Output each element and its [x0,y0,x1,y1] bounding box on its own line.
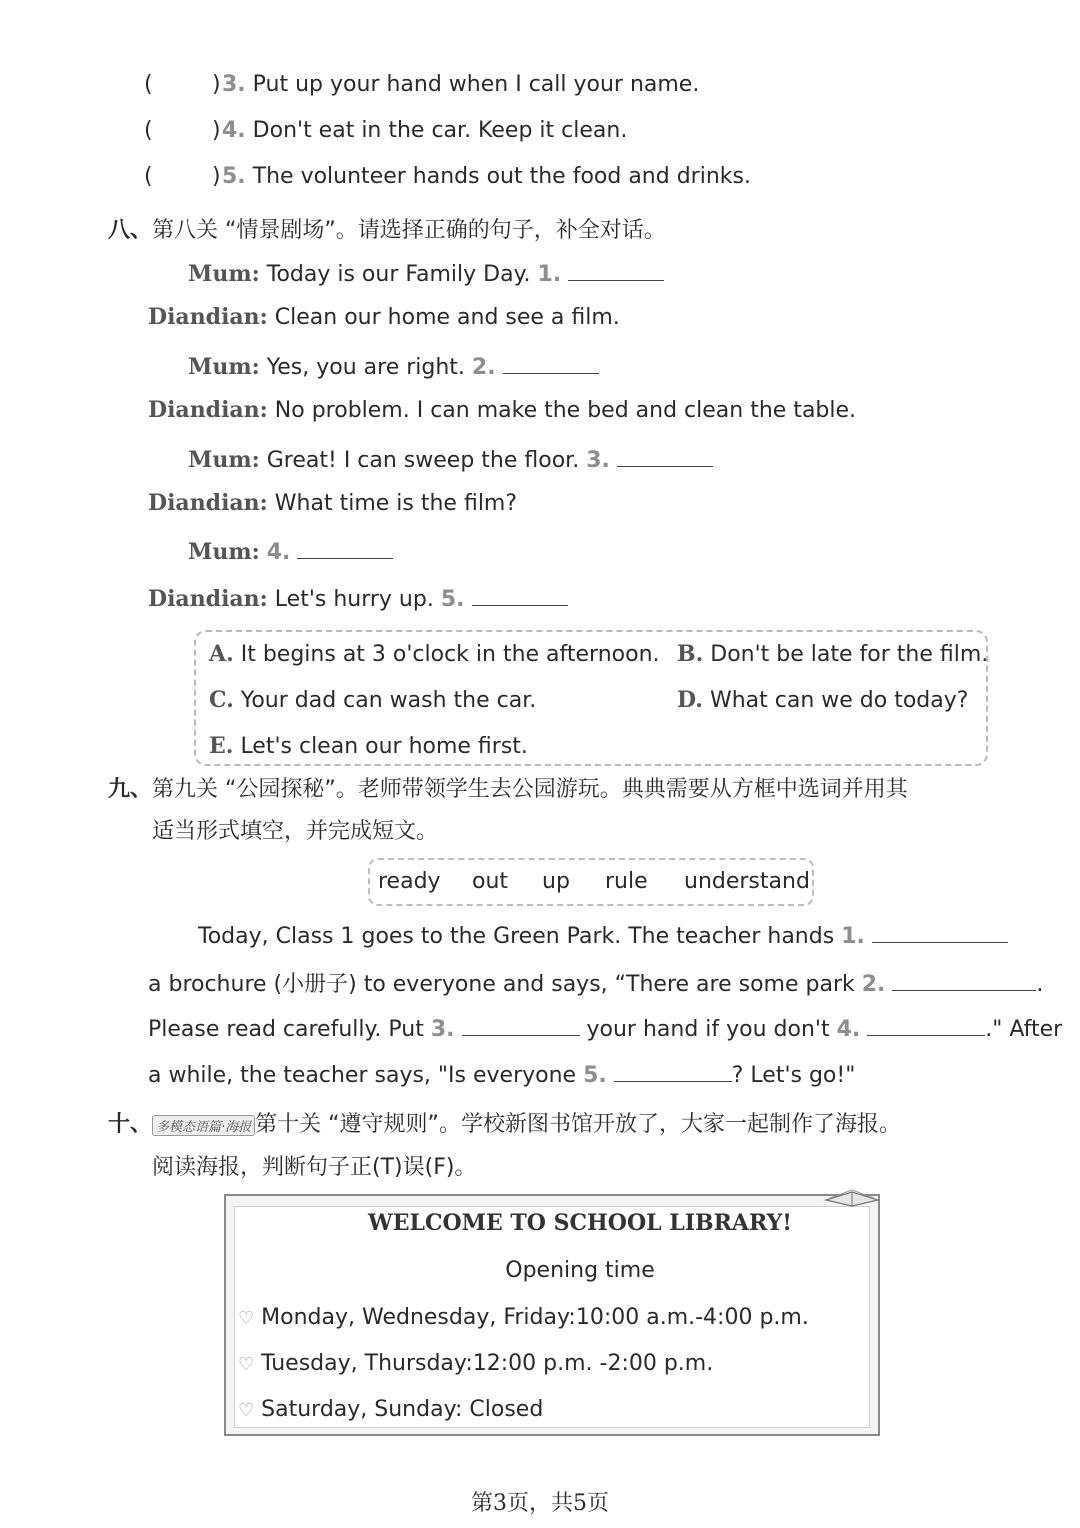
answer-blank[interactable] [867,1013,985,1036]
answer-blank[interactable] [872,920,1008,943]
answer-blank[interactable] [568,258,664,281]
dialogue-line-7: Mum: 4. [188,536,393,565]
word-bank [368,858,814,906]
section-9-heading: 九、第九关 “公园探秘”。老师带领学生去公园游玩。典典需要从方框中选词并用其 [108,777,908,802]
option-c: C. Your dad can wash the car. [209,687,537,713]
poster-heading: WELCOME TO SCHOOL LIBRARY! [368,1210,792,1236]
word-out: out [472,869,509,894]
passage-line-4: a while, the teacher says, "Is everyone 5. ? Let's go!" [148,1059,855,1088]
heart-icon: ♡ [238,1400,255,1421]
dialogue-line-2: Diandian: Clean our home and see a film. [148,304,620,330]
answer-paren-close: ) [212,164,221,189]
dialogue-line-8: Diandian: Let's hurry up. 5. [148,583,568,612]
page-number: 第3页，共5页 [471,1491,609,1516]
poster-row-2: ♡ Tuesday, Thursday:12:00 p.m. -2:00 p.m. [238,1351,714,1376]
heart-icon: ♡ [238,1308,255,1329]
answer-paren-open: ( [144,118,153,143]
answer-blank[interactable] [472,583,568,606]
passage-line-1: Today, Class 1 goes to the Green Park. The teacher hands 1. [198,920,1008,949]
option-e: E. Let's clean our home first. [209,733,528,759]
section-9-heading-cont: 适当形式填空，并完成短文。 [152,819,439,844]
answer-blank[interactable] [297,536,393,559]
dialogue-line-4: Diandian: No problem. I can make the bed and clean the table. [148,397,857,423]
word-understand: understand [684,869,810,894]
option-a: A. It begins at 3 o'clock in the afternoon. [209,641,660,667]
answer-blank[interactable] [614,1059,732,1082]
passage-line-3: Please read carefully. Put 3. your hand if you don't 4. ." After [148,1013,1062,1042]
multimodal-badge: 多模态语篇·海报 [152,1115,255,1136]
answer-paren-open: ( [144,72,153,97]
section-8-heading: 八、第八关 “情景剧场”。请选择正确的句子，补全对话。 [108,218,666,243]
passage-line-2: a brochure (小册子) to everyone and says, “There are some park 2. . [148,967,1043,998]
answer-paren-close: ) [212,118,221,143]
answer-blank[interactable] [617,444,713,467]
word-ready: ready [378,869,441,894]
poster-subheading: Opening time [505,1258,655,1283]
answer-paren-close: ) [212,72,221,97]
answer-blank[interactable] [462,1013,580,1036]
answer-blank[interactable] [892,968,1036,991]
poster-row-3: ♡ Saturday, Sunday: Closed [238,1397,544,1422]
option-d: D. What can we do today? [677,687,969,713]
dialogue-line-3: Mum: Yes, you are right. 2. [188,351,599,380]
heart-icon: ♡ [238,1354,255,1375]
item-5: 5. The volunteer hands out the food and drinks. [222,164,751,189]
open-book-icon [822,1182,882,1208]
dialogue-line-5: Mum: Great! I can sweep the floor. 3. [188,444,713,473]
section-10-heading-cont: 阅读海报，判断句子正(T)误(F)。 [152,1155,477,1180]
dialogue-line-6: Diandian: What time is the film? [148,490,518,516]
answer-blank[interactable] [503,351,599,374]
answer-paren-open: ( [144,164,153,189]
item-4: 4. Don't eat in the car. Keep it clean. [222,118,628,143]
poster-row-1: ♡ Monday, Wednesday, Friday:10:00 a.m.-4:00 p.m. [238,1305,809,1330]
option-b: B. Don't be late for the film. [677,641,989,667]
dialogue-line-1: Mum: Today is our Family Day. 1. [188,258,664,287]
section-10-heading: 十、 多模态语篇·海报 第十关 “遵守规则”。学校新图书馆开放了，大家一起制作了海报。 [108,1112,901,1137]
item-3: 3. Put up your hand when I call your name. [222,72,700,97]
word-up: up [542,869,570,894]
word-rule: rule [605,869,648,894]
